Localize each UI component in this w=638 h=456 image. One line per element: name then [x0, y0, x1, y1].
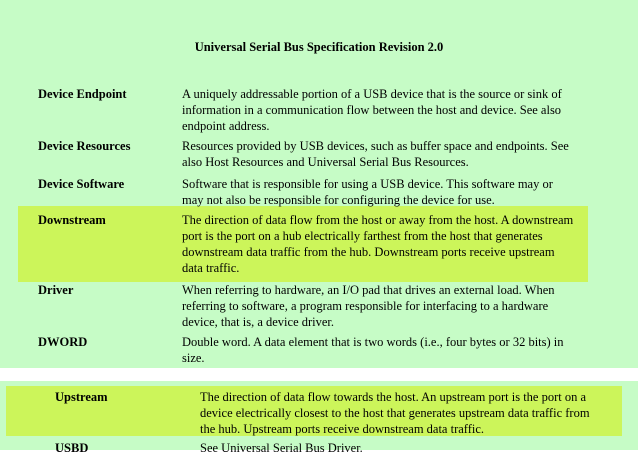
definition-line: the hub. Upstream ports receive downstream data traffic. — [200, 422, 485, 436]
definition-line: device, that is, a device driver. — [182, 315, 335, 329]
definition-device-endpoint — [182, 86, 592, 134]
term-device-software: Device Software — [38, 177, 125, 191]
definition-line: Resources provided by USB devices, such as buffer space and endpoints. See — [182, 139, 569, 153]
definition-line: A uniquely addressable portion of a USB device that is the source or sink of — [182, 87, 562, 101]
definition-driver — [182, 282, 592, 330]
definition-upstream — [200, 389, 620, 437]
term-upstream: Upstream — [55, 390, 108, 404]
definition-line: See Universal Serial Bus Driver. — [200, 441, 363, 455]
term-driver: Driver — [38, 283, 74, 297]
term-downstream: Downstream — [38, 213, 106, 227]
definition-line: downstream data traffic from the hub. Downstream ports receive upstream — [182, 245, 555, 259]
definition-device-resources — [182, 138, 592, 170]
definition-downstream — [182, 212, 592, 276]
definition-line: size. — [182, 351, 205, 365]
definition-line: referring to software, a program responsible for interfacing to a hardware — [182, 299, 549, 313]
definition-line: may not also be responsible for configuring the device for use. — [182, 193, 495, 207]
term-usbd: USBD — [55, 441, 89, 455]
term-dword: DWORD — [38, 335, 88, 349]
definition-line: also Host Resources and Universal Serial Bus Resources. — [182, 155, 469, 169]
definition-line: Software that is responsible for using a USB device. This software may or — [182, 177, 553, 191]
definition-line: The direction of data flow from the host or away from the host. A downstream — [182, 213, 574, 227]
definition-dword — [182, 334, 592, 366]
definition-line: When referring to hardware, an I/O pad that drives an external load. When — [182, 283, 555, 297]
definition-line: device electrically closest to the host that generates upstream data traffic from — [200, 406, 590, 420]
term-device-endpoint: Device Endpoint — [38, 87, 127, 101]
definition-line: Double word. A data element that is two words (i.e., four bytes or 32 bits) in — [182, 335, 564, 349]
definition-line: data traffic. — [182, 261, 240, 275]
definition-line: The direction of data flow towards the host. An upstream port is the port on a — [200, 390, 587, 404]
definition-line: information in a communication flow between the host and device. See also — [182, 103, 562, 117]
definition-line: endpoint address. — [182, 119, 270, 133]
definition-device-software — [182, 176, 592, 208]
document-title: Universal Serial Bus Specification Revision 2.0 — [194, 40, 444, 54]
definition-usbd — [200, 440, 620, 456]
term-device-resources: Device Resources — [38, 139, 131, 153]
definition-line: port is the port on a hub electrically farthest from the host that generates — [182, 229, 543, 243]
